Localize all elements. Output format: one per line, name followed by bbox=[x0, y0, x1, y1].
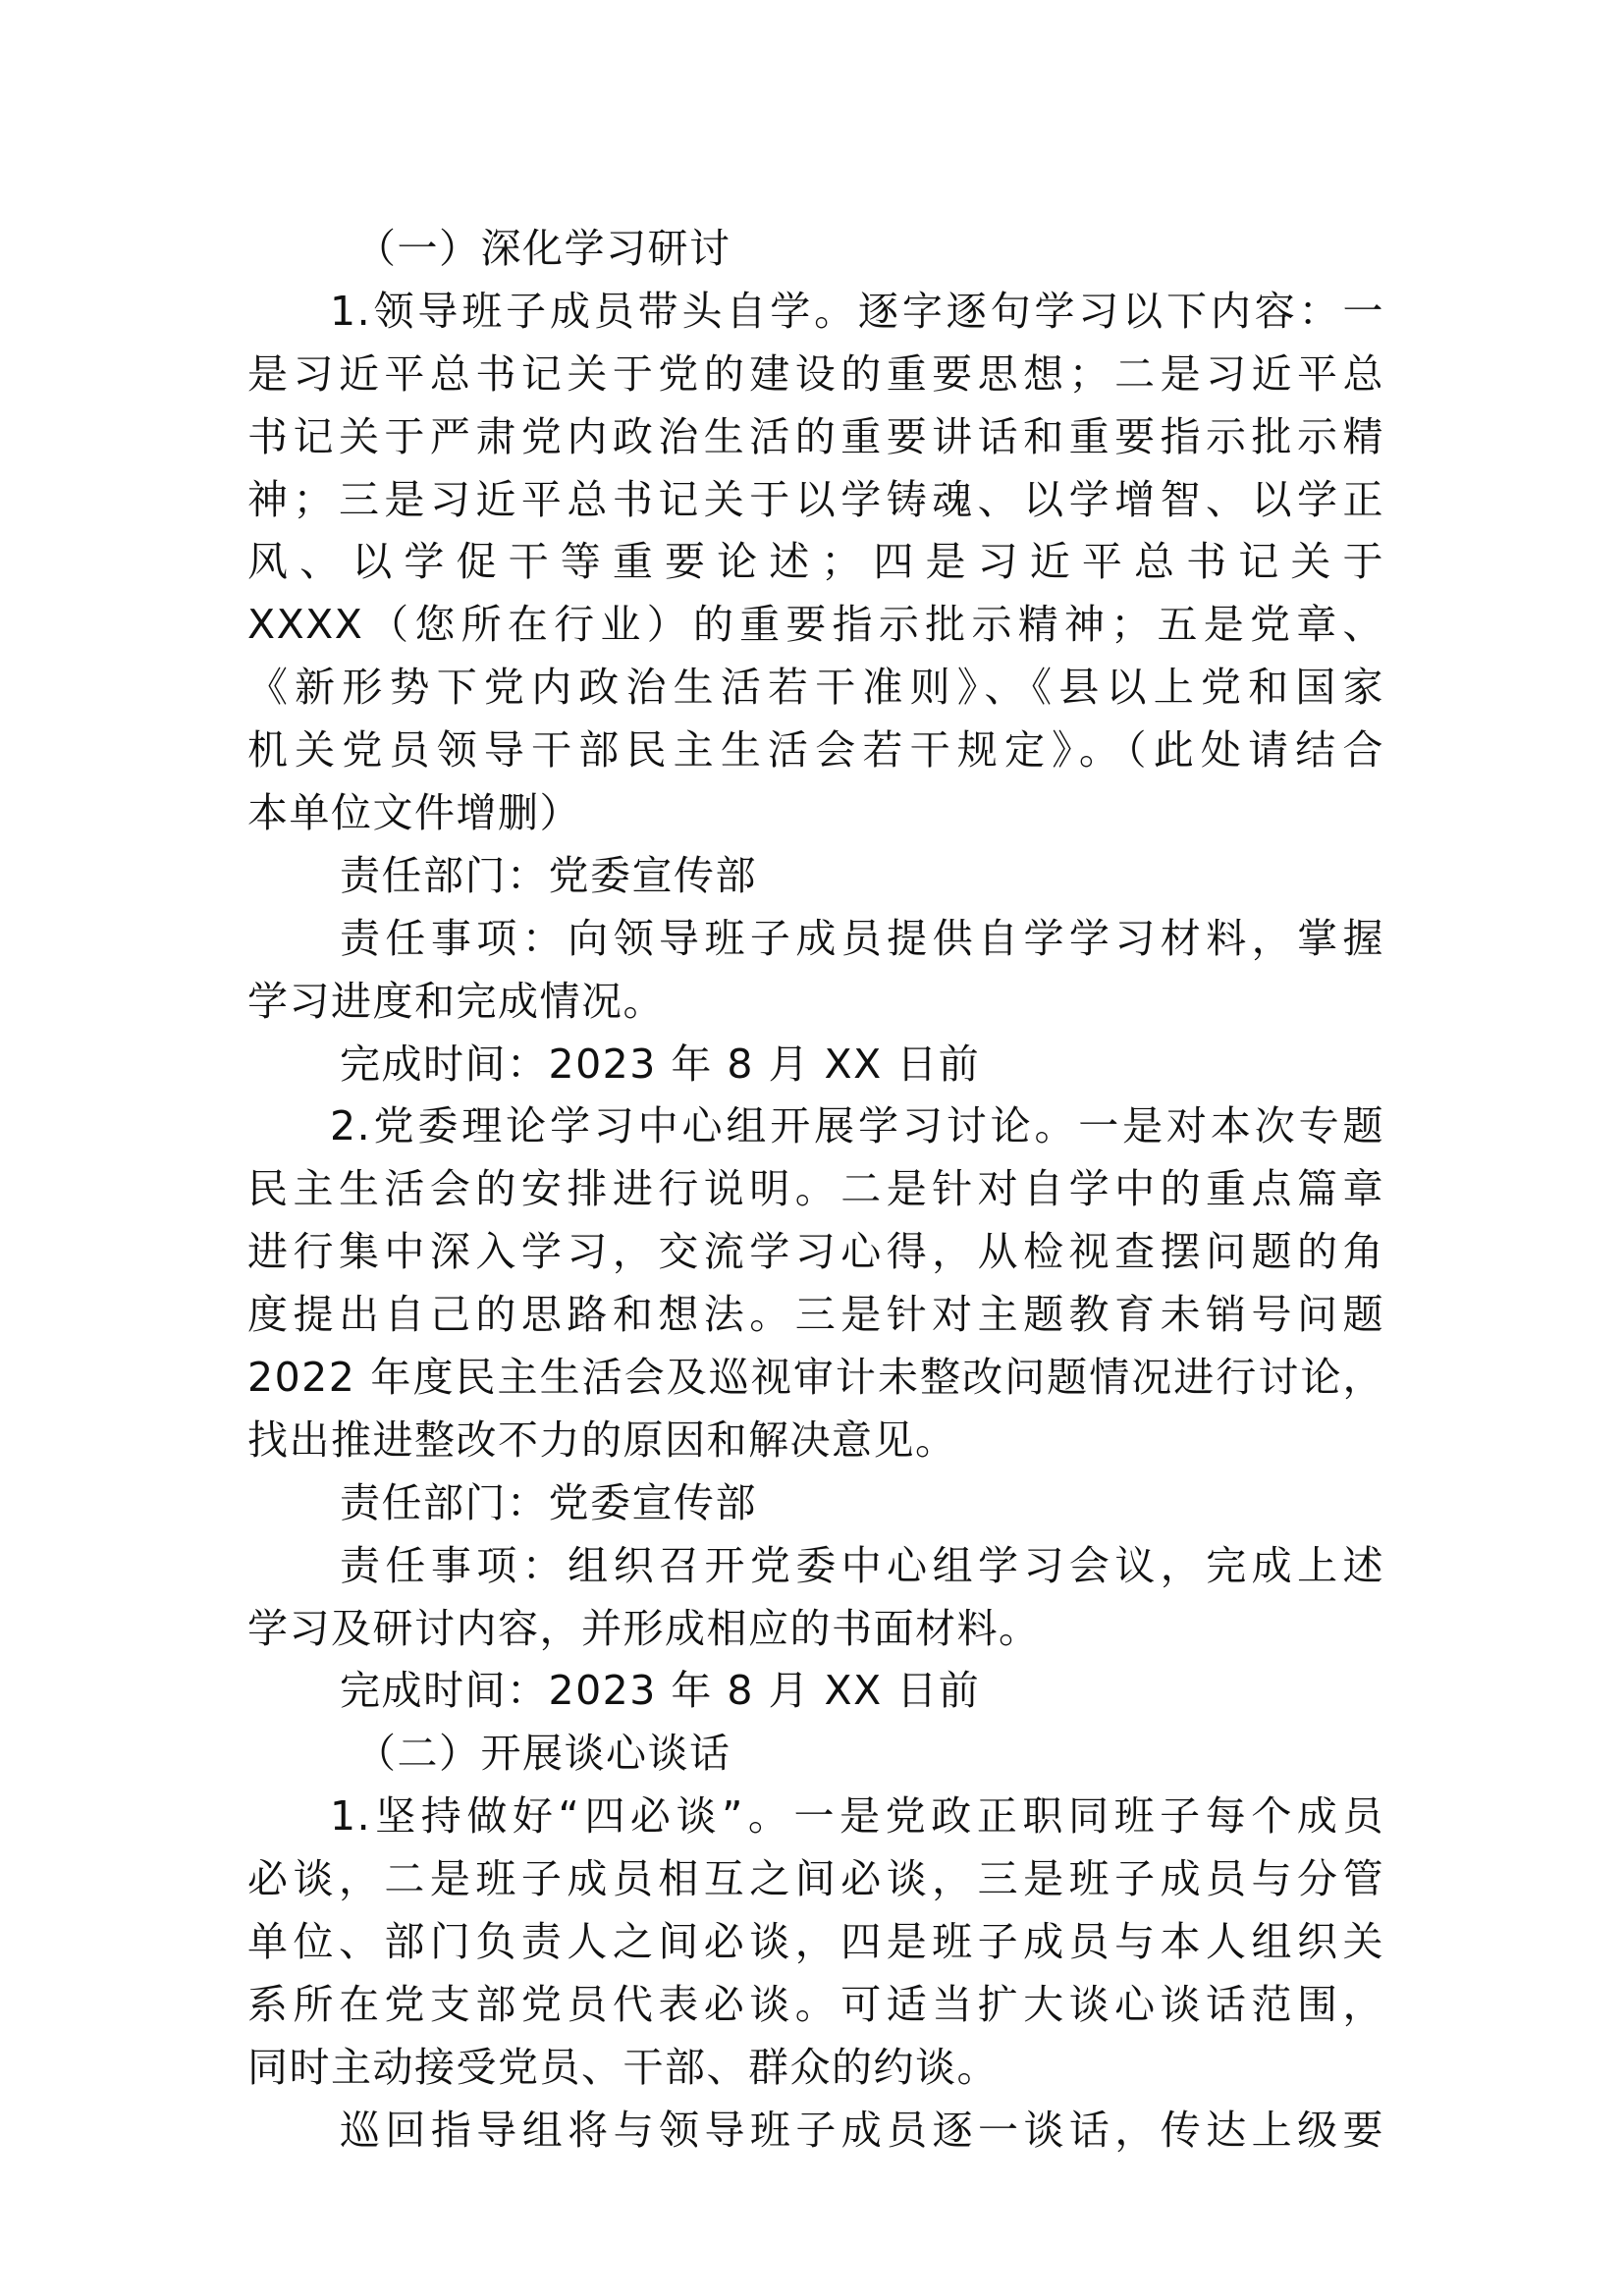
paragraph-line: 度提出自己的思路和想法。三是针对主题教育未销号问题 bbox=[247, 1291, 1384, 1339]
paragraph-line: 找出推进整改不力的原因和解决意见。 bbox=[247, 1415, 957, 1464]
paragraph-line: 系所在党支部党员代表必谈。可适当扩大谈心谈话范围， bbox=[247, 1980, 1384, 2028]
responsible-dept-line: 责任部门：党委宣传部 bbox=[340, 1478, 757, 1526]
paragraph-line: 是习近平总书记关于党的建设的重要思想；二是习近平总 bbox=[247, 349, 1384, 398]
deadline-line: 完成时间：2023 年 8 月 XX 日前 bbox=[340, 1667, 981, 1715]
paragraph-line: 机关党员领导干部民主生活会若干规定》。（此处请结合 bbox=[247, 726, 1384, 774]
paragraph-line: 《新形势下党内政治生活若干准则》、《县以上党和国家 bbox=[247, 664, 1384, 712]
paragraph-line: 巡回指导组将与领导班子成员逐一谈话，传达上级要 bbox=[340, 2106, 1384, 2154]
responsible-dept-line: 责任部门：党委宣传部 bbox=[340, 851, 757, 899]
paragraph-line: 1.坚持做好“四必谈”。一是党政正职同班子每个成员 bbox=[330, 1792, 1384, 1841]
responsible-task-line: 责任事项：向领导班子成员提供自学学习材料，掌握 bbox=[340, 914, 1384, 962]
paragraph-line: 本单位文件增删） bbox=[247, 789, 581, 837]
paragraph-line: 单位、部门负责人之间必谈，四是班子成员与本人组织关 bbox=[247, 1918, 1384, 1966]
paragraph-line: 2022 年度民主生活会及巡视审计未整改问题情况进行讨论， bbox=[247, 1354, 1384, 1402]
paragraph-line: 学习进度和完成情况。 bbox=[247, 977, 665, 1025]
document-body bbox=[247, 218, 1384, 2163]
deadline-line: 完成时间：2023 年 8 月 XX 日前 bbox=[340, 1040, 981, 1088]
paragraph-line: 同时主动接受党员、干部、群众的约谈。 bbox=[247, 2043, 999, 2091]
paragraph-line: 学习及研讨内容，并形成相应的书面材料。 bbox=[247, 1604, 1041, 1652]
section-heading-2: （二）开展谈心谈话 bbox=[355, 1730, 731, 1778]
responsible-task-line: 责任事项：组织召开党委中心组学习会议，完成上述 bbox=[340, 1541, 1384, 1589]
section-heading-1: （一）深化学习研讨 bbox=[355, 225, 731, 272]
paragraph-line: 民主生活会的安排进行说明。二是针对自学中的重点篇章 bbox=[247, 1165, 1384, 1213]
paragraph-line: 1.领导班子成员带头自学。逐字逐句学习以下内容：一 bbox=[330, 287, 1384, 335]
paragraph-line: 书记关于严肃党内政治生活的重要讲话和重要指示批示精 bbox=[247, 412, 1384, 460]
paragraph-line: 必谈，二是班子成员相互之间必谈，三是班子成员与分管 bbox=[247, 1855, 1384, 1903]
paragraph-line: 进行集中深入学习，交流学习心得，从检视查摆问题的角 bbox=[247, 1228, 1384, 1276]
paragraph-line: 神；三是习近平总书记关于以学铸魂、以学增智、以学正 bbox=[247, 475, 1384, 523]
paragraph-line: XXXX（您所在行业）的重要指示批示精神；五是党章、 bbox=[247, 601, 1384, 649]
paragraph-line: 风、以学促干等重要论述；四是习近平总书记关于 bbox=[247, 538, 1384, 586]
paragraph-line: 2.党委理论学习中心组开展学习讨论。一是对本次专题 bbox=[330, 1102, 1384, 1150]
